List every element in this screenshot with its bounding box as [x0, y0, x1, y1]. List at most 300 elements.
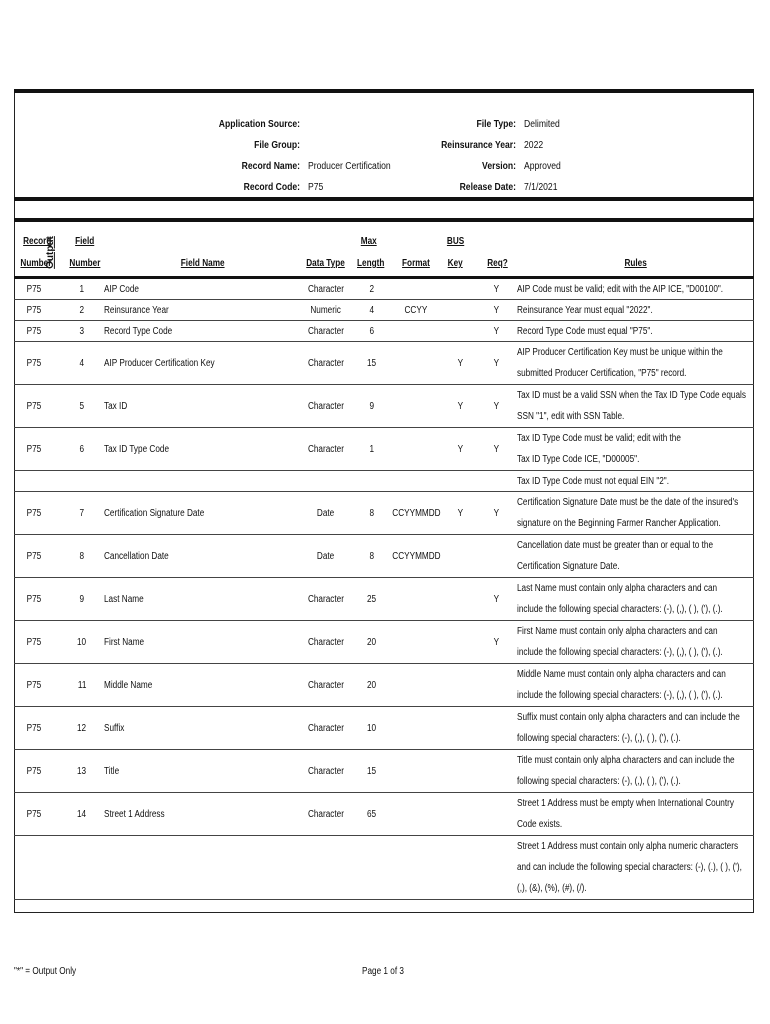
bus-key-cell — [452, 321, 468, 341]
data-type: Character — [307, 722, 345, 734]
table-row — [14, 428, 754, 471]
bus-key-cell — [452, 836, 468, 899]
format-cell — [386, 342, 446, 384]
application-source-label: Application Source: — [218, 119, 300, 130]
rules-cell — [517, 428, 754, 470]
record-number-cell — [14, 836, 54, 899]
data-type-cell — [300, 836, 352, 899]
field-name: AIP Producer Certification Key — [104, 357, 215, 369]
field-number-cell — [70, 535, 94, 577]
rule-line: Tax ID must be a valid SSN when the Tax ID Type Code equals — [517, 390, 746, 401]
data-type: Character — [307, 593, 345, 605]
max-length: 25 — [367, 593, 377, 605]
rules-cell — [517, 492, 754, 534]
max-length: 15 — [367, 765, 377, 777]
rule-line: (,), (&), (%), (#), (/). — [517, 883, 587, 894]
field-name-cell — [104, 471, 294, 491]
field-number: 7 — [79, 507, 85, 519]
rules-cell — [517, 836, 754, 899]
rule-line: Street 1 Address must contain only alpha numeric characters — [517, 841, 739, 852]
max-length-cell — [362, 342, 382, 384]
file-group-label: File Group: — [254, 140, 300, 151]
release-date-label: Release Date: — [459, 182, 516, 193]
table-row — [14, 707, 754, 750]
rules-cell — [517, 793, 754, 835]
rules-cell — [517, 535, 754, 577]
field-name-cell — [104, 793, 294, 835]
record-code-label: Record Code: — [243, 182, 300, 193]
bus-key-cell — [452, 342, 468, 384]
field-number-cell — [70, 836, 94, 899]
table-row — [14, 385, 754, 428]
rule-line: include the following special characters: (-), (,), ( ), ('), (.). — [517, 647, 723, 658]
field-number: 11 — [77, 679, 87, 691]
record-number-cell — [14, 428, 54, 470]
format-cell — [386, 707, 446, 749]
max-length: 65 — [367, 808, 377, 820]
data-type-cell — [300, 279, 352, 299]
format: CCYYMMDD — [391, 507, 441, 519]
field-number-cell — [70, 428, 94, 470]
bus-key-cell — [452, 578, 468, 620]
max-length: 8 — [369, 550, 375, 562]
record-number-cell — [14, 471, 54, 491]
rule-line: Street 1 Address must be empty when International Country — [517, 798, 734, 809]
reinsurance-year-label: Reinsurance Year: — [441, 140, 516, 151]
format-cell — [386, 664, 446, 706]
required-flag-cell — [488, 428, 504, 470]
format-cell — [386, 793, 446, 835]
required-flag-cell — [488, 279, 504, 299]
data-type-cell — [300, 300, 352, 320]
data-type-cell — [300, 428, 352, 470]
table-row — [14, 321, 754, 342]
field-number: 6 — [79, 443, 85, 455]
max-length: 1 — [369, 443, 375, 455]
required-flag-cell — [488, 836, 504, 899]
rule-line: Middle Name must contain only alpha characters and can — [517, 669, 726, 680]
record-number: P75 — [26, 722, 42, 734]
field-number-cell — [70, 707, 94, 749]
max-length-cell — [362, 578, 382, 620]
field-number-cell — [70, 664, 94, 706]
data-type: Character — [307, 679, 345, 691]
field-name: Certification Signature Date — [104, 507, 205, 519]
max-length: 20 — [367, 636, 377, 648]
data-type-cell — [300, 578, 352, 620]
rule-line: Tax ID Type Code must be valid; edit with the — [517, 433, 681, 444]
max-length: 8 — [369, 507, 375, 519]
required-flag-cell — [488, 321, 504, 341]
field-name: Reinsurance Year — [104, 304, 169, 316]
field-number: 1 — [79, 283, 85, 295]
bus-key: Y — [457, 443, 463, 455]
rules-cell — [517, 578, 754, 620]
required-flag-cell — [488, 793, 504, 835]
format-cell — [386, 492, 446, 534]
table-row — [14, 836, 754, 900]
field-number-cell — [70, 279, 94, 299]
record-number: P75 — [26, 400, 42, 412]
field-number: 2 — [79, 304, 85, 316]
rules-cell — [517, 385, 754, 427]
bus-key-cell — [452, 428, 468, 470]
rule-line: AIP Code must be valid; edit with the AIP ICE, "D00100". — [517, 284, 724, 295]
rules-cell — [517, 279, 754, 299]
field-name-cell — [104, 707, 294, 749]
data-type-cell — [300, 707, 352, 749]
field-number-cell — [70, 492, 94, 534]
field-name: Title — [104, 765, 120, 777]
rules-cell — [517, 300, 754, 320]
record-number-cell — [14, 300, 54, 320]
top-divider — [14, 89, 754, 93]
data-type-cell — [300, 621, 352, 663]
max-length: 15 — [367, 357, 377, 369]
data-type-cell — [300, 535, 352, 577]
data-type-cell — [300, 750, 352, 792]
table-row — [14, 578, 754, 621]
max-length-cell — [362, 300, 382, 320]
record-number: P75 — [26, 679, 42, 691]
col-bus-line2: Key — [447, 258, 463, 269]
col-rules: Rules — [624, 258, 647, 269]
format-cell — [386, 578, 446, 620]
max-length-cell — [362, 707, 382, 749]
record-number: P75 — [26, 283, 42, 295]
table-row — [14, 750, 754, 793]
field-name: Street 1 Address — [104, 808, 165, 820]
required-flag: Y — [493, 507, 499, 519]
required-flag: Y — [493, 325, 499, 337]
version-label: Version: — [482, 161, 516, 172]
rule-line: include the following special characters: (-), (,), ( ), ('), (.). — [517, 604, 723, 615]
record-metadata-right — [400, 114, 600, 198]
field-number-cell — [70, 578, 94, 620]
col-format: Format — [402, 258, 430, 269]
required-flag-cell — [488, 342, 504, 384]
table-row — [14, 279, 754, 300]
format-cell — [386, 535, 446, 577]
col-field-line1: Field — [75, 236, 95, 247]
record-number: P75 — [26, 593, 42, 605]
field-name-cell — [104, 492, 294, 534]
section-divider-2 — [14, 218, 754, 222]
rules-cell — [517, 621, 754, 663]
required-flag: Y — [493, 593, 499, 605]
max-length: 2 — [369, 283, 375, 295]
rule-line: First Name must contain only alpha characters and can — [517, 626, 718, 637]
rule-line: following special characters: (-), (,), ( ), ('), (.). — [517, 733, 681, 744]
format-cell — [386, 471, 446, 491]
record-name-value: Producer Certification — [308, 161, 391, 172]
record-number: P75 — [26, 443, 42, 455]
format-cell — [386, 279, 446, 299]
col-record-line1: Record — [23, 236, 52, 247]
max-length: 20 — [367, 679, 377, 691]
file-type-label: File Type: — [476, 119, 516, 130]
bus-key: Y — [457, 400, 463, 412]
data-type-cell — [300, 321, 352, 341]
bus-key-cell — [452, 707, 468, 749]
record-number: P75 — [26, 808, 42, 820]
bus-key-cell — [452, 664, 468, 706]
max-length-cell — [362, 321, 382, 341]
max-length-cell — [362, 793, 382, 835]
field-number: 5 — [79, 400, 85, 412]
format-cell — [386, 428, 446, 470]
max-length: 4 — [369, 304, 375, 316]
field-name-cell — [104, 578, 294, 620]
col-output-label: Output — [44, 236, 56, 269]
table-row — [14, 664, 754, 707]
field-name: AIP Code — [104, 283, 139, 295]
record-number-cell — [14, 492, 54, 534]
max-length-cell — [362, 471, 382, 491]
field-name: Tax ID Type Code — [104, 443, 170, 455]
bus-key-cell — [452, 621, 468, 663]
field-name: Record Type Code — [104, 325, 173, 337]
bus-key-cell — [452, 300, 468, 320]
field-number-cell — [70, 793, 94, 835]
required-flag-cell — [488, 664, 504, 706]
bus-key-cell — [452, 492, 468, 534]
required-flag-cell — [488, 492, 504, 534]
format-cell — [386, 300, 446, 320]
data-type: Character — [307, 443, 345, 455]
data-type: Character — [307, 808, 345, 820]
data-type: Date — [317, 550, 335, 562]
col-output — [44, 230, 68, 276]
rule-line: Certification Signature Date must be the date of the insured's — [517, 497, 739, 508]
rule-line: Cancellation date must be greater than or equal to the — [517, 540, 714, 551]
max-length-cell — [362, 492, 382, 534]
max-length-cell — [362, 836, 382, 899]
format-cell — [386, 621, 446, 663]
required-flag: Y — [493, 636, 499, 648]
page-number: Page 1 of 3 — [362, 966, 404, 977]
data-type: Character — [307, 357, 345, 369]
record-number-cell — [14, 750, 54, 792]
table-row — [14, 535, 754, 578]
required-flag-cell — [488, 707, 504, 749]
record-number-cell — [14, 664, 54, 706]
bus-key-cell — [452, 535, 468, 577]
data-type-cell — [300, 492, 352, 534]
field-name-cell — [104, 321, 294, 341]
data-type: Character — [307, 765, 345, 777]
reinsurance-year-value: 2022 — [524, 140, 544, 151]
data-type-cell — [300, 664, 352, 706]
col-max-line2: Length — [356, 258, 385, 269]
record-number-cell — [14, 621, 54, 663]
field-number-cell — [70, 300, 94, 320]
format-cell — [386, 750, 446, 792]
bus-key: Y — [457, 507, 463, 519]
format-cell — [386, 836, 446, 899]
field-name: Tax ID — [104, 400, 128, 412]
rule-line: submitted Producer Certification, "P75" record. — [517, 368, 687, 379]
table-row — [14, 492, 754, 535]
record-number-cell — [14, 321, 54, 341]
field-number: 14 — [77, 808, 87, 820]
record-number-cell — [14, 279, 54, 299]
field-name-cell — [104, 750, 294, 792]
field-number-cell — [70, 385, 94, 427]
field-table — [14, 279, 754, 900]
field-name: Suffix — [104, 722, 125, 734]
required-flag: Y — [493, 357, 499, 369]
field-name-cell — [104, 342, 294, 384]
field-name-cell — [104, 836, 294, 899]
col-bus-line1: BUS — [446, 236, 465, 247]
col-max-line1: Max — [360, 236, 377, 247]
table-row — [14, 621, 754, 664]
rule-line: Suffix must contain only alpha characters and can include the — [517, 712, 740, 723]
format-cell — [386, 385, 446, 427]
field-number: 10 — [77, 636, 87, 648]
required-flag-cell — [488, 578, 504, 620]
record-number-cell — [14, 578, 54, 620]
field-number-cell — [70, 621, 94, 663]
data-type: Character — [307, 283, 345, 295]
field-number-cell — [70, 750, 94, 792]
col-field-line2: Number — [69, 258, 101, 269]
rules-cell — [517, 321, 754, 341]
rules-cell — [517, 664, 754, 706]
rule-line: Last Name must contain only alpha characters and can — [517, 583, 718, 594]
field-number-cell — [70, 321, 94, 341]
bus-key-cell — [452, 279, 468, 299]
field-name: Cancellation Date — [104, 550, 169, 562]
record-number: P75 — [26, 636, 42, 648]
col-data-type: Data Type — [306, 258, 345, 269]
rule-line: signature on the Beginning Farmer Rancher Application. — [517, 518, 721, 529]
required-flag: Y — [493, 304, 499, 316]
record-number: P75 — [26, 550, 42, 562]
table-row — [14, 342, 754, 385]
file-type-value: Delimited — [524, 119, 560, 130]
rule-line: Tax ID Type Code must not equal EIN "2". — [517, 476, 669, 487]
record-number-cell — [14, 707, 54, 749]
col-req: Req? — [487, 258, 508, 269]
record-number: P75 — [26, 357, 42, 369]
field-number-cell — [70, 342, 94, 384]
rules-cell — [517, 750, 754, 792]
table-row — [14, 793, 754, 836]
bus-key-cell — [452, 385, 468, 427]
data-type-cell — [300, 793, 352, 835]
required-flag: Y — [493, 443, 499, 455]
field-name-cell — [104, 279, 294, 299]
max-length-cell — [362, 664, 382, 706]
format: CCYYMMDD — [391, 550, 441, 562]
data-type-cell — [300, 342, 352, 384]
field-name: Last Name — [104, 593, 144, 605]
field-name-cell — [104, 428, 294, 470]
record-number-cell — [14, 793, 54, 835]
col-record-line2: Number — [20, 258, 52, 269]
required-flag: Y — [493, 283, 499, 295]
record-code-value: P75 — [308, 182, 324, 193]
data-type: Date — [317, 507, 335, 519]
required-flag: Y — [493, 400, 499, 412]
bus-key: Y — [457, 357, 463, 369]
record-number-cell — [14, 342, 54, 384]
field-name-cell — [104, 535, 294, 577]
record-number-cell — [14, 535, 54, 577]
required-flag-cell — [488, 535, 504, 577]
required-flag-cell — [488, 750, 504, 792]
bus-key-cell — [452, 471, 468, 491]
rule-line: AIP Producer Certification Key must be unique within the — [517, 347, 723, 358]
field-number: 12 — [77, 722, 87, 734]
rules-cell — [517, 471, 754, 491]
max-length: 10 — [367, 722, 377, 734]
field-number-cell — [70, 471, 94, 491]
field-name: Middle Name — [104, 679, 153, 691]
record-number: P75 — [26, 507, 42, 519]
max-length-cell — [362, 535, 382, 577]
format: CCYY — [404, 304, 428, 316]
table-row — [14, 300, 754, 321]
bus-key-cell — [452, 750, 468, 792]
rule-line: include the following special characters: (-), (,), ( ), ('), (.). — [517, 690, 723, 701]
field-name-cell — [104, 664, 294, 706]
data-type: Character — [307, 325, 345, 337]
required-flag-cell — [488, 621, 504, 663]
footer-output-note: "*" = Output Only — [14, 966, 77, 977]
rule-line: SSN "1", edit with SSN Table. — [517, 411, 625, 422]
field-number: 8 — [79, 550, 85, 562]
format-cell — [386, 321, 446, 341]
record-number-cell — [14, 385, 54, 427]
max-length: 9 — [369, 400, 375, 412]
data-type: Character — [307, 400, 345, 412]
field-name-cell — [104, 385, 294, 427]
data-type: Character — [307, 636, 345, 648]
max-length-cell — [362, 428, 382, 470]
rules-cell — [517, 342, 754, 384]
col-field-name: Field Name — [180, 258, 225, 269]
record-number: P75 — [26, 304, 42, 316]
data-type-cell — [300, 385, 352, 427]
rule-line: Reinsurance Year must equal "2022". — [517, 305, 653, 316]
record-number: P75 — [26, 325, 42, 337]
max-length-cell — [362, 750, 382, 792]
data-type: Numeric — [310, 304, 342, 316]
required-flag-cell — [488, 471, 504, 491]
rule-line: Code exists. — [517, 819, 563, 830]
max-length-cell — [362, 385, 382, 427]
record-name-label: Record Name: — [241, 161, 300, 172]
bus-key-cell — [452, 793, 468, 835]
release-date-value: 7/1/2021 — [524, 182, 558, 193]
rules-cell — [517, 707, 754, 749]
required-flag-cell — [488, 300, 504, 320]
field-number: 3 — [79, 325, 85, 337]
field-name: First Name — [104, 636, 145, 648]
field-number: 4 — [79, 357, 85, 369]
rule-line: and can include the following special characters: (-), (.), ( ), ('), — [517, 862, 742, 873]
data-type-cell — [300, 471, 352, 491]
version-value: Approved — [524, 161, 561, 172]
rule-line: Tax ID Type Code ICE, "D00005". — [517, 454, 640, 465]
rule-line: Title must contain only alpha characters and can include the — [517, 755, 735, 766]
table-row — [14, 471, 754, 492]
rule-line: Record Type Code must equal "P75". — [517, 326, 653, 337]
rule-line: following special characters: (-), (,), ( ), ('), (.). — [517, 776, 681, 787]
